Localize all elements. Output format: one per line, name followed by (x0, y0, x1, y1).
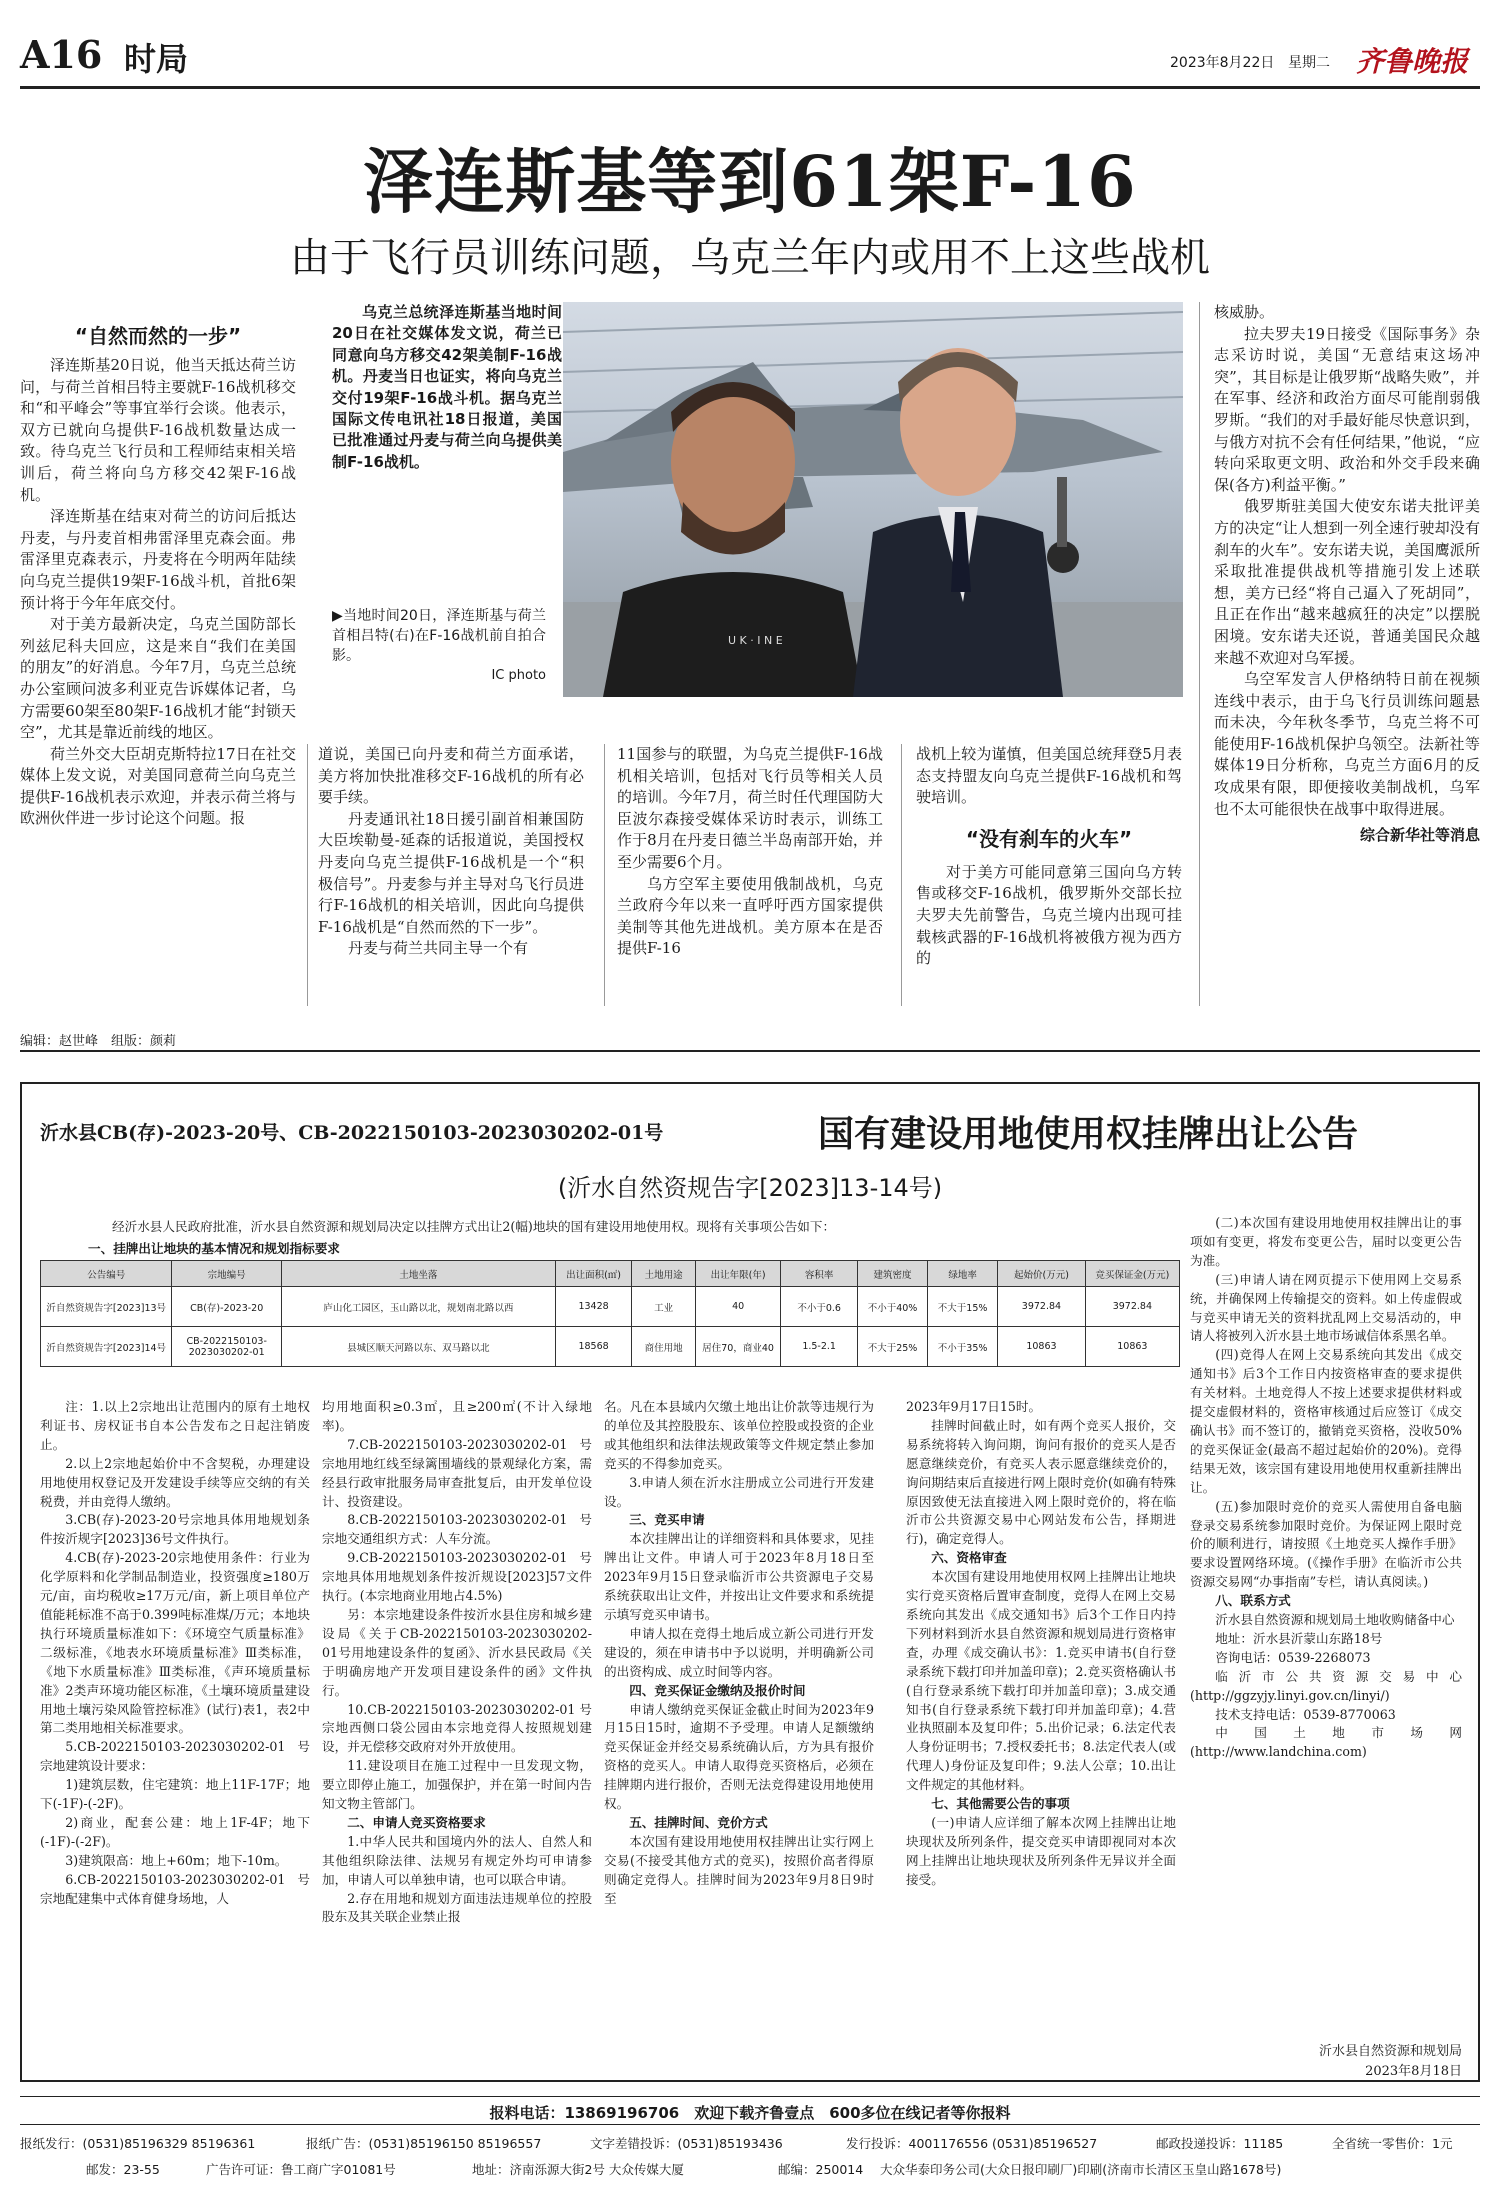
notice-section-heading: 二、申请人竞买资格要求 (347, 1814, 486, 1830)
byline: 综合新华社等消息 (1359, 826, 1480, 845)
subheadline: 由于飞行员训练问题，乌克兰年内或用不上这些战机 (290, 235, 1210, 281)
notice-paragraph: 注：1.以上2宗地出让范围内的原有土地权利证书、房权证书自本公告发布之日起注销废止。 (40, 1399, 310, 1452)
notice-column-5 (1190, 1214, 1462, 1974)
table-header: 出让年限(年) (695, 1261, 780, 1287)
notice-paragraph: 3)建筑限高：地上+60m；地下-10m。 (65, 1852, 288, 1868)
newspaper-logo: 齐鲁晚报 (1356, 45, 1469, 78)
section-rule (20, 1050, 1480, 1052)
headline: 泽连斯基等到61架F-16 (363, 140, 1137, 223)
notice-paragraph: 地址：沂水县沂蒙山东路18号 (1215, 1630, 1383, 1646)
notice-paragraph: 1.中华人民共和国境内外的法人、自然人和其他组织除法律、法规另有规定外均可申请参加，申请人可以单独申请，也可以联合申请。 (322, 1833, 592, 1887)
notice-section-1: 一、挂牌出让地块的基本情况和规划指标要求 (88, 1241, 340, 1256)
column-rule (604, 744, 605, 1006)
notice-paragraph: 中国土地市场网(http://www.landchina.com) (1190, 1725, 1462, 1760)
notice-paragraph: 本次国有建设用地使用权挂牌出让实行网上交易(不接受其他方式的竞买)，按照价高者得原则确定竞得人。挂牌时间为2023年9月8日9时至 (604, 1833, 874, 1906)
notice-paragraph: 7.CB-2022150103-2023030202-01号宗地用地红线至绿篱围墙线的景观绿化方案，需经县行政审批服务局审查批复后，由开发单位设计、投资建设。 (322, 1436, 592, 1509)
table-cell: 10863 (1085, 1327, 1179, 1367)
article-column-2 (318, 744, 584, 1006)
article-paragraph: 对于美方最新决定，乌克兰国防部长列兹尼科夫回应，这是来自“我们在美国的朋友”的好消息。今年7月，乌克兰总统办公室顾问波多利亚克告诉媒体记者，乌方需要60架至80架F-16战机才能“封锁天空”，尤其是靠近前线的地区。 (20, 615, 296, 742)
footer-info: 邮编：250014 (778, 2162, 864, 2177)
notice-paragraph: 名。凡在本县域内欠缴土地出让价款等违规行为的单位及其控股股东、该单位控股或投资的企业或其他组织和法律法规政策等文件规定禁止参加竞买的不得参加竞买。 (604, 1399, 874, 1471)
notice-column-2 (322, 1398, 592, 2038)
photo-credit: IC photo (491, 668, 546, 683)
issue-date: 2023年8月22日 (1170, 55, 1275, 71)
table-header: 起始价(万元) (998, 1261, 1086, 1287)
notice-paragraph: (五)参加限时竞价的竞买人需使用自备电脑登录交易系统参加限时竞价。为保证网上限时竞价的顺利进行，请按照《土地竞买人操作手册》要求设置网络环境。(《操作手册》在临沂市公共资源交易网“办事指南”专栏，请认真阅读。) (1190, 1498, 1462, 1590)
table-cell: 不小于0.6 (781, 1287, 858, 1327)
notice-paragraph: 申请人拟在竞得土地后成立新公司进行开发建设的，须在申请书中予以说明，并明确新公司的出资构成、成立时间等内容。 (604, 1625, 874, 1679)
table-header: 绿地率 (928, 1261, 998, 1287)
article-paragraph: 泽连斯基在结束对荷兰的访问后抵达丹麦，与丹麦首相弗雷泽里克森会面。弗雷泽里克森表示，丹麦将在今明两年陆续向乌克兰提供19架F-16战斗机，首批6架预计将于今年年底交付。 (20, 507, 296, 612)
page-header (20, 24, 1480, 86)
table-header: 建筑密度 (857, 1261, 927, 1287)
notice-column-4 (906, 1398, 1176, 2038)
table-cell: 3972.84 (1085, 1287, 1179, 1327)
article-paragraph: 战机上较为谨慎，但美国总统拜登5月表态支持盟友向乌克兰提供F-16战机和驾驶培训。 (916, 745, 1182, 807)
photo-caption: ▶当地时间20日，泽连斯基与荷兰首相吕特(右)在F-16战机前自拍合影。 IC photo (332, 608, 546, 683)
notice-section-heading: 五、挂牌时间、竞价方式 (629, 1814, 768, 1830)
notice-paragraph: 8.CB-2022150103-2023030202-01号宗地交通组织方式：人车分流。 (322, 1512, 592, 1547)
lead-paragraph: 乌克兰总统泽连斯基当地时间20日在社交媒体发文说，荷兰已同意向乌方移交42架美制F-16战机。丹麦当日也证实，将向乌克兰交付19架F-16战斗机。据乌克兰国际文传电讯社18日报道，美国已批准通过丹麦与荷兰向乌提供美制F-16战机。 (332, 303, 562, 471)
column-rule (1199, 302, 1200, 1006)
article-column-4 (916, 744, 1182, 1006)
land-table (40, 1260, 1180, 1367)
table-row (41, 1287, 1180, 1327)
table-header: 出让面积(㎡) (555, 1261, 632, 1287)
footer-info: 地址：济南泺源大街2号 大众传媒大厦 (472, 2162, 684, 2177)
article-paragraph: 乌空军发言人伊格纳特日前在视频连线中表示，由于乌飞行员训练问题悬而未决，今年秋冬季节，乌克兰将不可能使用F-16战机保护乌领空。法新社等媒体19日分析称，乌克兰方面6月的反攻成果有限，即便接收美制战机，乌军也不太可能很快在战事中取得进展。 (1214, 670, 1480, 818)
table-header-row (41, 1261, 1180, 1287)
article-paragraph: 丹麦与荷兰共同主导一个有 (348, 939, 529, 958)
table-cell: 不大于15% (928, 1287, 998, 1327)
table-cell: 县城区顺天河路以东、双马路以北 (281, 1327, 555, 1367)
footer-hotline: 报料电话：13869196706 欢迎下载齐鲁壹点 600多位在线记者等你报料 (489, 2104, 1011, 2122)
article-paragraph: 泽连斯基20日说，他当天抵达荷兰访问，与荷兰首相吕特主要就F-16战机移交和“和平峰会”等事宜举行会谈。他表示，双方已就向乌提供F-16战机数量达成一致。待乌克兰飞行员和工程师结束相关培训后，荷兰将向乌方移交42架F-16战机。 (20, 356, 296, 504)
table-cell: 不小于40% (857, 1287, 927, 1327)
table-cell: 沂自然资规告字[2023]13号 (41, 1287, 172, 1327)
table-cell: CB(存)-2023-20 (172, 1287, 282, 1327)
article-paragraph: 核威胁。 (1214, 303, 1275, 321)
table-cell: 40 (695, 1287, 780, 1327)
table-cell: 不大于25% (857, 1327, 927, 1367)
table-cell: 庐山化工园区，玉山路以北，规划南北路以西 (281, 1287, 555, 1327)
notice-title-right: 国有建设用地使用权挂牌出让公告 (818, 1113, 1359, 1155)
notice-paragraph: 11.建设项目在施工过程中一旦发现文物，要立即停止施工，加强保护，并在第一时间内告知文物主管部门。 (322, 1758, 592, 1812)
footer-info: 发行投诉：4001176556 (0531)85196527 (846, 2136, 1098, 2151)
notice-paragraph: 10.CB-2022150103-2023030202-01号宗地西侧口袋公园由本宗地竞得人按照规划建设，并无偿移交政府对外开放使用。 (322, 1701, 592, 1755)
table-cell: 3972.84 (998, 1287, 1086, 1327)
notice-paragraph: 4.CB(存)-2023-20宗地使用条件：行业为化学原料和化学制品制造业，投资强度≥180万元/亩，亩均税收≥17万元/亩，新上项目单位产值能耗标准不高于0.399吨标准煤/万元；本地块执行环境质量标准如下：《环境空气质量标准》二级标准，《地表水环境质量标准》Ⅲ类标准，《地下水质量标准》Ⅲ类标准，《声环境质量标准》2类声环境功能区标准，《土壤环境质量建设用地土壤污染风险管控标准》(试行)表1，表2中第二类用地相关标准要求。 (40, 1550, 310, 1736)
page-number: A16 (20, 32, 103, 77)
header-rule (20, 86, 1480, 89)
article-paragraph: 荷兰外交大臣胡克斯特拉17日在社交媒体上发文说，对美国同意荷兰向乌克兰提供F-16战机表示欢迎，并表示荷兰将与欧洲伙伴进一步讨论这个问题。报 (20, 744, 296, 828)
table-row (41, 1327, 1180, 1367)
notice-paragraph: 另：本宗地建设条件按沂水县住房和城乡建设局《关于CB-2022150103-2023030202-01号用地建设条件的复函》、沂水县民政局《关于明确房地产开发项目建设条件的函》文件执行。 (322, 1606, 592, 1698)
notice-paragraph: 2.以上2宗地起始价中不含契税，办理建设用地使用权登记及开发建设手续等应交纳的有关税费，并由竞得人缴纳。 (40, 1455, 310, 1509)
notice-paragraph: 2023年9月17日15时。 (906, 1399, 1042, 1414)
table-header: 宗地编号 (172, 1261, 282, 1287)
news-photo (563, 302, 1183, 697)
notice-paragraph: 临沂市公共资源交易中心(http://ggzyjy.linyi.gov.cn/linyi/) (1190, 1668, 1462, 1703)
notice-column-3 (604, 1398, 874, 2038)
table-cell: CB-2022150103-2023030202-01 (172, 1327, 282, 1367)
notice-paragraph: 沂水县自然资源和规划局土地收购储备中心 (1215, 1612, 1455, 1628)
table-header: 竞买保证金(万元) (1085, 1261, 1179, 1287)
article-paragraph: 俄罗斯驻美国大使安东诺夫批评美方的决定“让人想到一列全速行驶却没有刹车的火车”。安东诺夫说，美国鹰派所采取批准提供战机等措施引发上述联想，美方已经“将自己逼入了死胡同”，且正在作出“越来越疯狂的决定”以摆脱困境。安东诺夫还说，普通美国民众越来越不欢迎对乌军援。 (1214, 497, 1480, 667)
notice-section-heading: 七、其他需要公告的事项 (931, 1796, 1070, 1812)
article-paragraph: 丹麦通讯社18日援引副首相兼国防大臣埃勒曼-延森的话报道说，美国授权丹麦向乌克兰提供F-16战机是一个“积极信号”。丹麦参与并主导对乌飞行员进行F-16战机的相关培训，因此向乌提供F-16战机是“自然而然的下一步”。 (318, 809, 584, 936)
notice-doc-number: (沂水自然资规告字[2023]13-14号) (557, 1174, 943, 1202)
notice-section-heading: 六、资格审查 (931, 1550, 1007, 1566)
table-cell: 工业 (632, 1287, 696, 1327)
notice-paragraph: (四)竞得人在网上交易系统向其发出《成交通知书》后3个工作日内按资格审查的要求提供有关材料。土地竞得人不按上述要求提供材料或提交虚假材料的，资格审核通过后应签订《成交确认书》而不签订的，撤销竞买资格，没收50%的竞买保证金(最高不超过起始价的20%)。竞得结果无效，该宗国有建设用地使用权重新挂牌出让。 (1190, 1347, 1462, 1495)
notice-paragraph: 3.申请人须在沂水注册成立公司进行开发建设。 (604, 1474, 874, 1509)
article-paragraph: 11国参与的联盟，为乌克兰提供F-16战机相关培训，包括对飞行员等相关人员的培训。今年7月，荷兰时任代理国防大臣波尔森接受媒体采访时表示，训练工作于8月在丹麦日德兰半岛南部开始，并至少需要6个月。 (617, 745, 883, 871)
footer-rule (20, 2096, 1480, 2097)
notice-paragraph: 本次挂牌出让的详细资料和具体要求，见挂牌出让文件。申请人可于2023年8月18日至2023年9月15日登录临沂市公共资源电子交易系统获取出让文件，并按出让文件要求和系统提示填写竞买申请书。 (604, 1531, 874, 1622)
notice-paragraph: 本次国有建设用地使用权网上挂牌出让地块实行竞买资格后置审查制度，竞得人在网上交易系统向其发出《成交通知书》后3个工作日内持下列材料到沂水县自然资源和规划局进行资格审查，办理《成交确认书》：1.竞买申请书(自行登录系统下载打印并加盖印章)；2.竞买资格确认书(自行登录系统下载打印并加盖印章)；3.成交通知书(自行登录系统下载打印并加盖印章)；4.营业执照副本及复印件；5.出价记录；6.法定代表人身份证明书；7.授权委托书；8.法定代表人(或代理人)身份证及复印件；9.法人公章；10.出让文件规定的其他材料。 (906, 1569, 1176, 1793)
footer-info: 文字差错投诉：(0531)85193436 (590, 2136, 783, 2151)
footer-info: 全省统一零售价：1元 (1332, 2136, 1453, 2151)
article-column-1 (20, 312, 296, 1012)
notice-paragraph: 技术支持电话：0539-8770063 (1215, 1706, 1396, 1722)
issue-weekday: 星期二 (1288, 55, 1330, 71)
notice-paragraph: (三)申请人请在网页提示下使用网上交易系统，并确保网上传输提交的资料。如上传虚假或与竞买申请无关的资料扰乱网上交易活动的，申请人将被列入沂水县土地市场诚信体系黑名单。 (1190, 1271, 1462, 1344)
table-cell: 沂自然资规告字[2023]14号 (41, 1327, 172, 1367)
table-cell: 不小于35% (928, 1327, 998, 1367)
footer-info: 大众华泰印务公司(大众日报印刷厂)印刷(济南市长清区玉皇山路1678号) (880, 2162, 1282, 2177)
table-cell: 10863 (998, 1327, 1086, 1367)
table-cell: 13428 (555, 1287, 632, 1327)
table-cell: 商住用地 (632, 1327, 696, 1367)
notice-section-heading: 八、联系方式 (1215, 1593, 1291, 1609)
footer-info: 报纸发行：(0531)85196329 85196361 (20, 2136, 256, 2151)
article-paragraph: 乌方空军主要使用俄制战机，乌克兰政府今年以来一直呼吁西方国家提供美制等其他先进战机。美方原本在是否提供F-16 (617, 874, 883, 958)
editor-line: 编辑：赵世峰 组版：颜莉 (20, 1034, 177, 1049)
footer-info: 邮政投递投诉：11185 (1156, 2136, 1284, 2151)
subhead-natural-step: “自然而然的一步” (74, 324, 242, 348)
table-cell: 居住70，商业40 (695, 1327, 780, 1367)
article-paragraph: 拉夫罗夫19日接受《国际事务》杂志采访时说，美国“无意结束这场冲突”，其目标是让俄罗斯“战略失败”，并在军事、经济和政治方面尽可能削弱俄罗斯。“我们的对手最好能尽快意识到，与俄方对抗不会有任何结果，”他说，“应转向采取更文明、政治和外交手段来确保(各方)利益平衡。” (1214, 324, 1480, 494)
article-column-3 (617, 744, 883, 1006)
notice-paragraph: (一)申请人应详细了解本次网上挂牌出让地块现状及所列条件，提交竞买申请即视同对本次网上挂牌出让地块现状及所列条件无异议并全面接受。 (906, 1814, 1176, 1887)
article-column-5 (1214, 302, 1480, 1012)
table-header: 土地用途 (632, 1261, 696, 1287)
notice-paragraph: 6.CB-2022150103-2023030202-01号宗地配建集中式体育健身场地，人 (40, 1871, 310, 1906)
notice-paragraph: 3.CB(存)-2023-20号宗地具体用地规划条件按沂规字[2023]36号文件执行。 (40, 1512, 310, 1547)
land-table-wrap (40, 1260, 1180, 1367)
notice-paragraph: 均用地面积≥0.3㎡，且≥200㎡(不计入绿地率)。 (322, 1399, 592, 1433)
footer-info: 邮发：23-55 (86, 2162, 160, 2177)
notice-paragraph: 9.CB-2022150103-2023030202-01号宗地具体用地规划条件按沂规设[2023]57文件执行。(本宗地商业用地占4.5%) (322, 1550, 592, 1604)
footer-rule (20, 2124, 1480, 2125)
notice-paragraph: 2)商业，配套公建：地上1F-4F；地下(-1F)-(-2F)。 (40, 1814, 310, 1849)
footer-info: 广告许可证：鲁工商广字01081号 (206, 2162, 396, 2177)
section-name: 时局 (124, 40, 189, 78)
table-cell: 18568 (555, 1327, 632, 1367)
photo-illustration (563, 302, 1183, 697)
notice-paragraph: 5.CB-2022150103-2023030202-01号宗地建筑设计要求： (40, 1739, 310, 1774)
notice-intro: 经沂水县人民政府批准，沂水县自然资源和规划局决定以挂牌方式出让2(幅)地块的国有建设用地使用权。现将有关事项公告如下： (112, 1219, 836, 1234)
notice-paragraph: 申请人缴纳竞买保证金截止时间为2023年9月15日15时，逾期不予受理。申请人足额缴纳竞买保证金并经交易系统确认后，方为具有报价资格的竞买人。申请人取得竞买资格后，必须在挂牌期内进行报价，否则无法竞得建设用地使用权。 (604, 1701, 874, 1812)
table-cell: 1.5-2.1 (781, 1327, 858, 1367)
shirt-text: U K · I N E (728, 634, 783, 647)
notice-paragraph: 挂牌时间截止时，如有两个竞买人报价，交易系统将转入询问期，询问有报价的竞买人是否愿意继续竞价，有竞买人表示愿意继续竞价的，询问期结束后直接进行网上限时竞价(如确有特殊原因致使无法直接进入网上限时竞价的，将在临沂市公共资源交易中心网站发布公告，择期进行)，确定竞得人。 (906, 1417, 1176, 1547)
article-paragraph: 道说，美国已向丹麦和荷兰方面承诺，美方将加快批准移交F-16战机的所有必要手续。 (318, 745, 584, 807)
notice-section-heading: 三、竞买申请 (629, 1512, 705, 1528)
notice-sign-org: 沂水县自然资源和规划局 (1318, 2044, 1462, 2059)
subhead-no-brake-train: “没有刹车的火车” (965, 826, 1133, 851)
notice-paragraph: 咨询电话：0539-2268073 (1215, 1649, 1371, 1665)
notice-title-left: 沂水县CB(存)-2023-20号、CB-2022150103-2023030202-01号 (40, 1122, 664, 1144)
notice-paragraph: 2.存在用地和规划方面违法违规单位的控股股东及其关联企业禁止报 (322, 1890, 592, 1925)
notice-column-1 (40, 1398, 310, 2038)
f16-jet-shape (563, 362, 1163, 573)
table-header: 公告编号 (41, 1261, 172, 1287)
column-rule (901, 744, 902, 1006)
notice-paragraph: (二)本次国有建设用地使用权挂牌出让的事项如有变更，将发布变更公告，届时以变更公告为准。 (1190, 1215, 1462, 1268)
article-paragraph: 对于美方可能同意第三国向乌方转售或移交F-16战机，俄罗斯外交部长拉夫罗夫先前警告，乌克兰境内出现可挂载核武器的F-16战机将被俄方视为西方的 (916, 862, 1182, 968)
table-header: 容积率 (781, 1261, 858, 1287)
notice-sign-date: 2023年8月18日 (1365, 2064, 1462, 2079)
footer-info: 报纸广告：(0531)85196150 85196557 (306, 2136, 542, 2151)
column-rule (307, 744, 308, 1006)
notice-paragraph: 1)建筑层数，住宅建筑：地上11F-17F；地下(-1F)-(-2F)。 (40, 1777, 310, 1812)
notice-section-heading: 四、竞买保证金缴纳及报价时间 (629, 1682, 806, 1698)
table-header: 土地坐落 (281, 1261, 555, 1287)
